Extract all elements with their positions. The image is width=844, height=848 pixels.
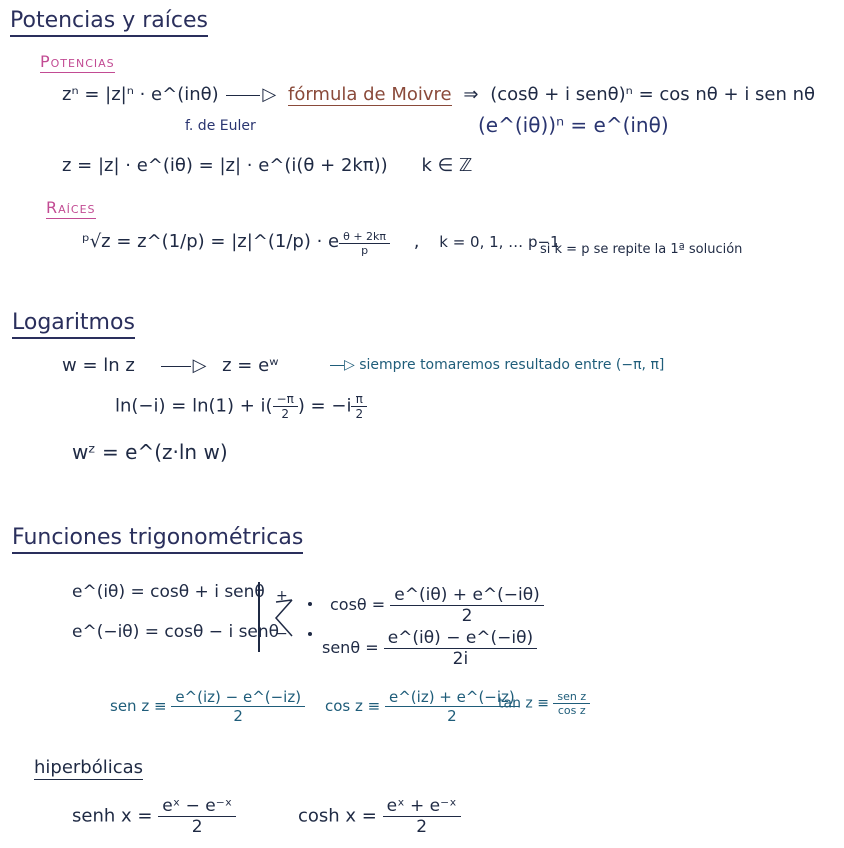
subsection-raices-text: Raíces — [46, 198, 96, 217]
log-example-mid: ) = −i — [297, 395, 352, 417]
sen-frac — [384, 628, 537, 669]
section-title-potencias-raices — [10, 8, 208, 37]
implies-arrow-icon: ⇒ — [463, 84, 479, 105]
root-formula: ᵖ√z = z^(1/p) = |z|^(1/p) · e — [82, 231, 340, 252]
frac-num: eˣ + e⁻ˣ — [386, 796, 457, 816]
tanz-def — [498, 690, 590, 717]
log-definition: w = ln z — [62, 355, 135, 376]
frac-pi-2 — [351, 392, 367, 421]
frac-num: e^(iθ) − e^(−iθ) — [387, 628, 534, 648]
sen-label: senθ = — [322, 638, 379, 657]
frac-num: sen z — [557, 690, 587, 703]
frac-num: eˣ − e⁻ˣ — [162, 796, 233, 816]
senz-frac — [171, 688, 305, 725]
cos-label: cosθ = — [330, 595, 386, 614]
frac-den: 2 — [191, 817, 203, 837]
frac-den: 2 — [447, 707, 457, 725]
frac-den: 2i — [452, 649, 469, 669]
section-title-text: Potencias y raíces — [10, 8, 208, 33]
section-title-trig — [12, 525, 303, 554]
cosh-label: cosh x = — [298, 805, 377, 827]
log-note — [330, 357, 664, 373]
root-line: ᵖ√z = z^(1/p) = |z|^(1/p) · e $\frac{\theta + 2k\pi}{p}$ , k = 0, 1, … p−1 — [82, 230, 560, 257]
euler-negative: e^(−iθ) = cosθ − i senθ — [72, 622, 280, 642]
title-underline — [12, 337, 135, 339]
subsection-potencias — [40, 52, 115, 73]
power-formula: zⁿ = |z|ⁿ · e^(inθ) — [62, 84, 219, 105]
frac-den: 2 — [416, 817, 428, 837]
frac-num: π — [355, 392, 363, 406]
frac-den: 2 — [355, 407, 364, 421]
euler-identity: (e^(iθ))ⁿ = e^(inθ) — [478, 113, 669, 137]
section-title-logaritmos — [12, 310, 135, 339]
title-underline — [10, 35, 208, 37]
subsection-underline — [34, 779, 143, 780]
frac-den: 2 — [281, 407, 289, 421]
section-title-text: Logaritmos — [12, 310, 135, 335]
arrow-head-icon: ▷ — [262, 84, 277, 105]
frac-den: cos z — [557, 704, 586, 717]
subsection-raices — [46, 198, 96, 219]
section-title-text: Funciones trigonométricas — [12, 525, 304, 550]
cos-frac — [390, 585, 543, 626]
cosz-label: cos z ≡ — [325, 697, 381, 715]
root-exp-num: θ + 2kπ — [343, 230, 387, 243]
subsection-potencias-text: Potencias — [40, 52, 115, 71]
arrow-line — [161, 366, 191, 367]
subsection-hiperbolicas-text: hiperbólicas — [34, 757, 144, 778]
combine-arrows — [270, 596, 320, 642]
frac-num: e^(iz) + e^(−iz) — [389, 688, 515, 706]
subsection-underline — [46, 218, 96, 219]
root-exponent — [339, 230, 390, 257]
root-k-range: k = 0, 1, … p−1 — [439, 233, 560, 251]
senh-label: senh x = — [72, 805, 153, 827]
frac-num: e^(iz) − e^(−iz) — [175, 688, 302, 706]
polar-formula: z = |z| · e^(iθ) = |z| · e^(i(θ + 2kπ)) — [62, 155, 388, 176]
subsection-underline — [40, 72, 115, 73]
arrow-line — [330, 365, 344, 366]
k-integer: k ∈ ℤ — [421, 155, 473, 176]
exp-definition: z = eʷ — [222, 355, 279, 376]
cosz-def — [325, 688, 519, 725]
frac-num: e^(iθ) + e^(−iθ) — [394, 585, 540, 605]
cosh-frac — [383, 796, 461, 837]
cosh-def — [298, 796, 461, 837]
senh-def — [72, 796, 236, 837]
senz-label: sen z ≡ — [110, 697, 167, 715]
euler-positive: e^(iθ) = cosθ + i senθ — [72, 582, 265, 602]
senh-frac — [158, 796, 236, 837]
arrow-line — [226, 95, 260, 96]
euler-note: f. de Euler — [185, 118, 256, 134]
tanz-frac — [553, 690, 590, 717]
arrow-head-icon: ▷ — [344, 357, 355, 373]
minus-sign: − — [276, 626, 288, 642]
subsection-hiperbolicas — [34, 757, 143, 780]
frac-den: 2 — [461, 606, 473, 626]
log-def-line — [62, 355, 278, 376]
tanz-label: tan z ≡ — [498, 695, 549, 712]
log-example-left: ln(−i) = ln(1) + i( — [115, 395, 273, 417]
plus-sign: + — [276, 588, 288, 604]
arrow-head-icon: ▷ — [192, 355, 207, 376]
log-example — [115, 392, 367, 421]
brace-line — [258, 582, 268, 652]
frac-neg-pi-2 — [273, 392, 298, 421]
frac-num: −π — [276, 392, 294, 406]
senz-def — [110, 688, 305, 725]
root-note: si k = p se repite la 1ª solución — [540, 242, 743, 257]
root-exp-den: p — [361, 244, 369, 257]
frac-den: 2 — [233, 707, 243, 725]
moivre-label: fórmula de Moivre — [288, 84, 452, 105]
complex-power: wᶻ = e^(z·ln w) — [72, 440, 228, 464]
polar-line — [62, 155, 472, 176]
cos-def — [330, 585, 544, 626]
moivre-formula: (cosθ + i senθ)ⁿ = cos nθ + i sen nθ — [490, 84, 816, 105]
log-principal-note: siempre tomaremos resultado entre (−π, π] — [359, 357, 665, 373]
sen-def — [322, 628, 537, 669]
moivre-line — [62, 84, 815, 105]
title-underline — [12, 552, 303, 554]
